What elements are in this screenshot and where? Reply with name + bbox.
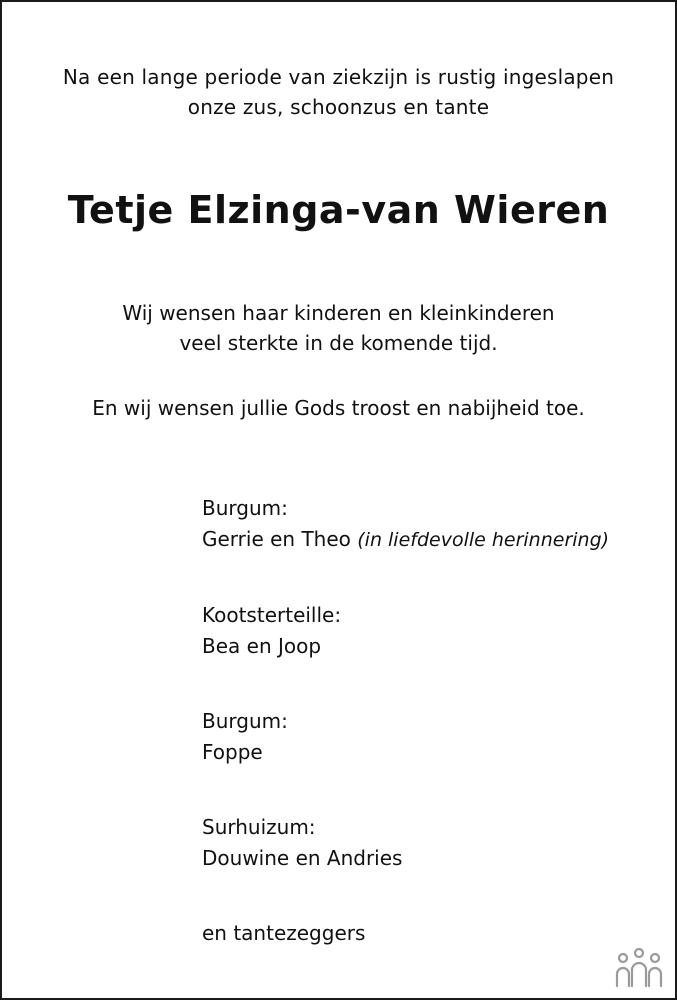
wish-text bbox=[2, 298, 675, 358]
signer-group bbox=[202, 600, 672, 662]
signer-note: (in liefdevolle herinnering) bbox=[357, 529, 610, 551]
signer-place: Surhuizum: bbox=[202, 815, 316, 839]
wish-line-2: veel sterkte in de komende tijd. bbox=[179, 331, 498, 355]
signers-list bbox=[202, 493, 672, 949]
intro-line-1: Na een lange periode van ziekzijn is rustig ingeslapen bbox=[62, 65, 615, 89]
signer-names-text: Gerrie en Theo bbox=[202, 527, 351, 551]
signer-names: Douwine en Andries bbox=[202, 846, 403, 870]
signer-group bbox=[202, 706, 672, 768]
people-group-icon bbox=[613, 946, 665, 988]
blessing-line: En wij wensen jullie Gods troost en nabijheid toe. bbox=[92, 396, 585, 420]
signer-names: Bea en Joop bbox=[202, 634, 322, 658]
signer-names bbox=[202, 524, 672, 556]
closing-text: en tantezeggers bbox=[202, 921, 366, 945]
intro-line-2: onze zus, schoonzus en tante bbox=[187, 95, 490, 119]
signer-group bbox=[202, 812, 672, 874]
signer-names: Foppe bbox=[202, 740, 263, 764]
signer-group bbox=[202, 493, 672, 556]
blessing-text bbox=[2, 393, 675, 423]
intro-text bbox=[2, 62, 675, 122]
signer-place: Burgum: bbox=[202, 709, 288, 733]
signer-place: Kootsterteille: bbox=[202, 603, 342, 627]
signer-place: Burgum: bbox=[202, 496, 288, 520]
wish-line-1: Wij wensen haar kinderen en kleinkinderen bbox=[122, 301, 555, 325]
deceased-name: Tetje Elzinga-van Wieren bbox=[67, 188, 610, 232]
